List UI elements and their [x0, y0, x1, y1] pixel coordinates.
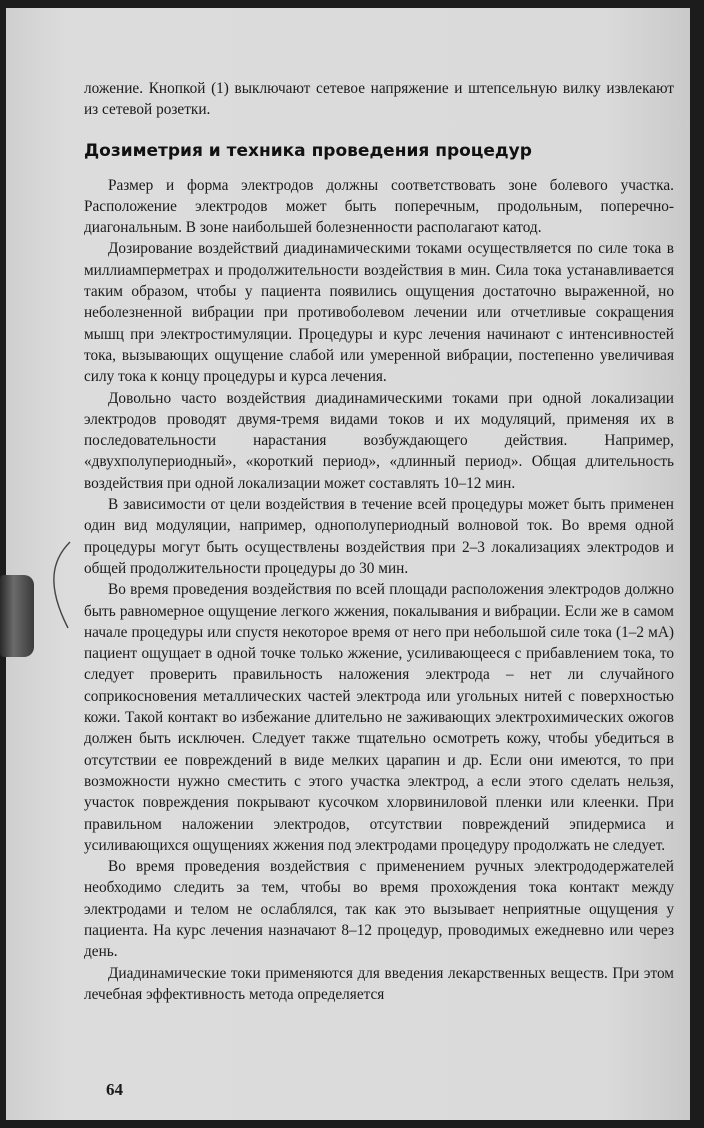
paragraph-drug-delivery: Диадинамические токи применяются для введения лекарственных веществ. При этом лечебная эффективность метода определяется — [84, 964, 674, 1003]
paragraph-sensations: Во время проведения воздействия по всей площади расположения электродов должно быть равномерное ощущение легкого жжения, покалывания и вибрации. Если же в самом начале процедуры или спустя некоторое время от него при небольшой силе тока (1–2 мА) пациент ощущает в одной точке только жжение, усиливающееся с прибавлением тока, то следует проверить правильность наложения электрода – нет ли случайного соприкосновения металлических частей электрода или угольных нитей с поверхностью кожи. Такой контакт во избежание длительно не заживающих электрохимических ожогов должен быть исключен. Следует также тщательно осмотреть кожу, чтобы убедиться в отсутствии ее повреждений в виде мелких царапин и др. Если они имеются, то при возможности нужно сместить с этого участка электрод, а если этого сделать нельзя, участок повреждения покрывают кусочком хлорвиниловой пленки или клеенки. При правильном наложении электродов, отсутствии повреждений эпидермиса и усиливающихся ощущениях жжения под электродами процедуру продолжать не следует. — [84, 581, 674, 854]
paragraph-hand-electrodes: Во время проведения воздействия с применением ручных электрододержателей необходимо следить за тем, чтобы во время прохождения тока контакт между электродами и телом не ослаблялся, так как это вызывает неприятные ощущения у пациента. На курс лечения назначают 8–12 процедур, проводимых ежедневно или через день. — [84, 858, 674, 961]
intro-paragraph: ложение. Кнопкой (1) выключают сетевое напряжение и штепсельную вилку извлекают из сетевой розетки. — [84, 80, 674, 119]
section-heading: Дозиметрия и техника проведения процедур — [84, 140, 532, 161]
paragraph-electrodes: Размер и форма электродов должны соответствовать зоне болевого участка. Расположение электродов может быть поперечным, продольным, поперечно-диагональным. В зоне наибольшей болезненности располагают катод. — [84, 176, 674, 237]
paragraph-modulations: Довольно часто воздействия диадинамическими токами при одной локализации электродов проводят двумя-тремя видами токов и их модуляций, применяя их в последовательности нарастания возбуждающего действия. Например, «двухполупериодный», «короткий период», «длинный период». Общая длительность воздействия при одной локализации может составлять 10–12 мин. — [84, 389, 674, 492]
book-page — [6, 8, 690, 1120]
paragraph-dosing: Дозирование воздействий диадинамическими токами осуществляется по силе тока в миллиамперметрах и продолжительности воздействия в мин. Сила тока устанавливается таким образом, чтобы у пациента появились ощущения достаточно выраженной, но неболезненной вибрации при противоболевом лечении или отчетливые сокращения мышц при электростимуляции. Процедуры и курс лечения начинают с интенсивностей тока, вызывающих ощущение слабой или умеренной вибрации, постепенно увеличивая силу тока к концу процедуры и курса лечения. — [84, 240, 674, 386]
pen-mark-icon — [40, 540, 80, 630]
binder-clip — [0, 575, 34, 657]
paragraph-procedure-duration: В зависимости от цели воздействия в течение всей процедуры может быть применен один вид модуляции, например, однополупериодный волновой ток. Во время одной процедуры могут быть осуществлены воздействия при 2–3 локализациях электродов и общей продолжительности процедуры до 30 мин. — [84, 496, 674, 577]
page-number: 64 — [106, 1080, 123, 1099]
page-content — [84, 78, 674, 1005]
